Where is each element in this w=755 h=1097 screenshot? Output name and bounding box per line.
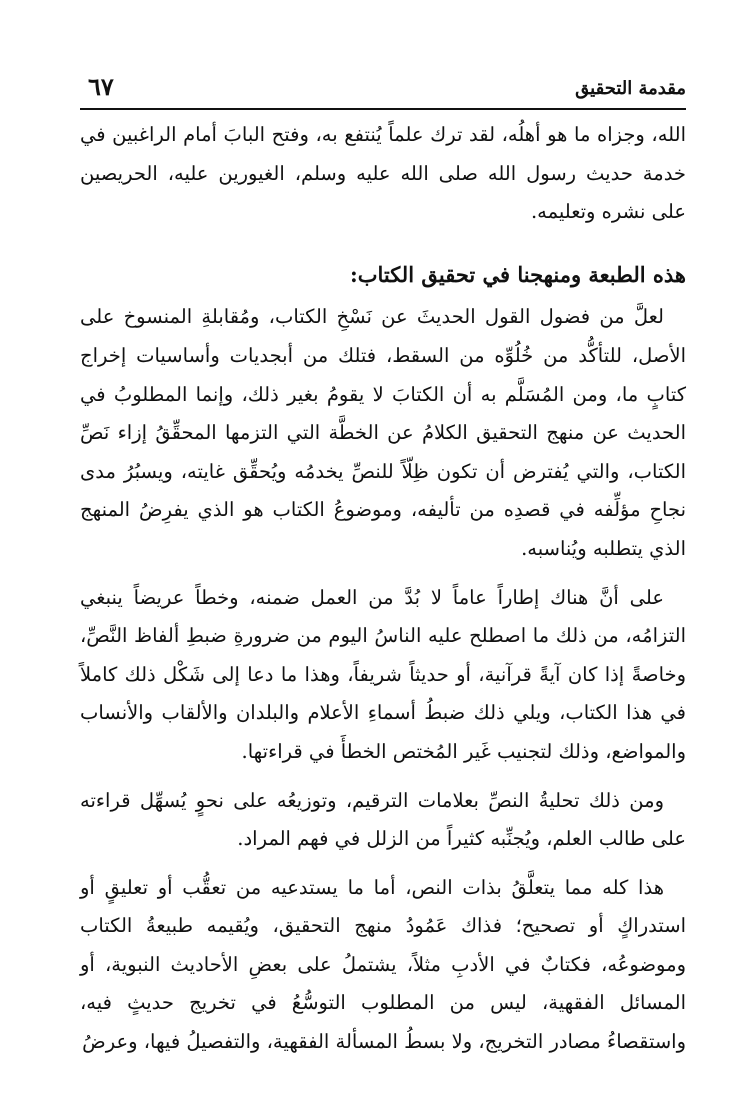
page-body: [80, 116, 686, 1062]
section-heading: هذه الطبعة ومنهجنا في تحقيق الكتاب:: [349, 261, 686, 287]
paragraph-framework: على أنَّ هناك إطاراً عاماً لا بُدَّ من العمل ضمنه، وخطاً عريضاً ينبغي التزامُه، من ذلك ما اصطلح عليه الناسُ اليوم من ضرورةِ ضبطِ ألفاظ النَّصِّ، وخاصةً إذا كان آيةً قرآنية، أو حديثاً شريفاً، وهذا ما دعا إلى شَكْل ذلك كاملاً في هذا الكتاب، ويلي ذلك ضبطُ أسماءِ الأعلام والبلدان والألقاب والأنساب والمواضع، وذلك لتجنيب غَير المُختص الخطأَ في قراءتها.: [80, 585, 686, 763]
page-number: ٦٧: [88, 72, 114, 101]
paragraph-continuation: الله، وجزاه ما هو أهلُه، لقد ترك علماً يُنتفع به، وفتح البابَ أمام الراغبين في خدمة حديث رسول الله صلى الله عليه وسلم، الغيورين عليه، الحريصين على نشره وتعليمه.: [80, 123, 686, 224]
paragraph-punctuation: ومن ذلك تحليةُ النصِّ بعلامات الترقيم، وتوزيعُه على نحوٍ يُسهِّل قراءته على طالب العلم، ويُجنِّبه كثيراً من الزلل في فهم المراد.: [80, 788, 686, 851]
page-header: [80, 72, 686, 106]
paragraph-copying: لعلَّ من فضول القول الحديثَ عن نَسْخِ الكتاب، ومُقابلةِ المنسوخ على الأصل، للتأكُّد من خُلُوِّه من السقط، فتلك من أبجديات وأساسيات إخراج كتابٍ ما، ومن المُسَلَّم به أن الكتابَ لا يقومُ بغير ذلك، وإنما المطلوبُ في الحديث عن منهج التحقيق الكلامُ عن الخطَّة التي التزمها المحقِّقُ إزاء نَصِّ الكتاب، والتي يُفترض أن تكون ظِلّاً للنصِّ يخدمُه ويُحقِّق غايته، ويسبُرُ مدى نجاحِ مؤلِّفه في قصدِه من تأليفه، وموضوعُ الكتاب هو الذي يفرِضُ المنهج الذي يتطلبه ويُناسبه.: [80, 305, 686, 560]
header-divider: [80, 108, 686, 110]
running-title: مقدمة التحقيق: [575, 78, 686, 99]
paragraph-method: هذا كله مما يتعلَّقُ بذات النص، أما ما يستدعيه من تعقُّب أو تعليقٍ أو استدراكٍ أو تصحيح؛ فذاك عَمُودُ منهج التحقيق، ويُقيمه طبيعةُ الكتاب وموضوعُه، فكتابٌ في الأدبِ مثلاً، يشتملُ على بعضِ الأحاديث النبوية، أو المسائل الفقهية، ليس من المطلوب التوسُّعُ في تخريج حديثٍ فيه، واستقصاءُ مصادر التخريج، ولا بسطُ المسألة الفقهية، والتفصيلُ فيها، وعرضُ: [80, 875, 686, 1054]
